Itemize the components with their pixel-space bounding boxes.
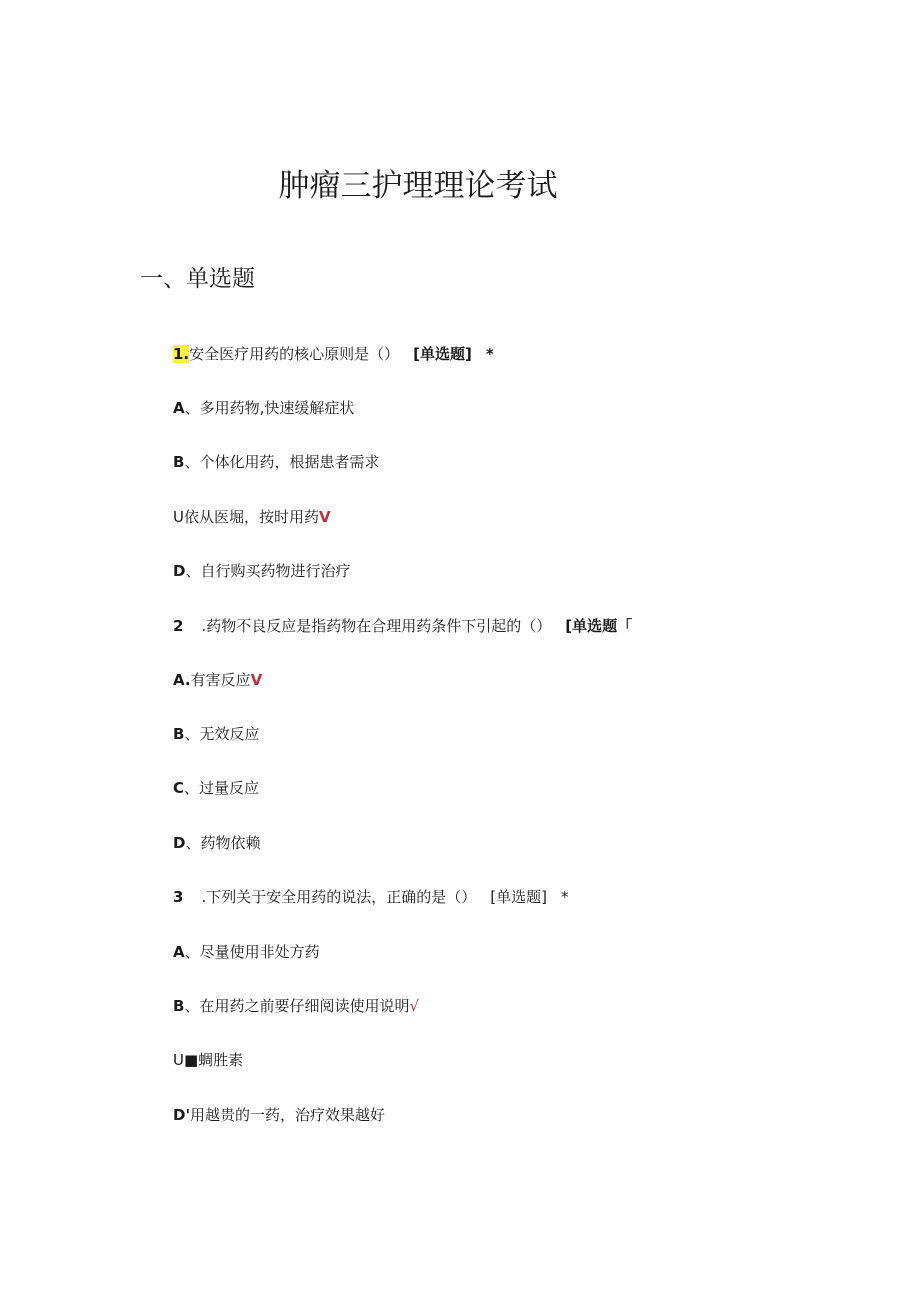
q3-option-d-text: 用越贵的一药，治疗效果越好 (190, 1106, 386, 1124)
q2-option-d-prefix: D (173, 834, 186, 852)
q3-option-b (173, 995, 419, 1017)
q2-option-d-text: 、药物依赖 (185, 834, 261, 852)
q1-option-b (173, 451, 379, 473)
question-1-required: * (485, 345, 494, 363)
question-1-number: 1. (173, 345, 190, 363)
question-2-number: 2 (173, 617, 184, 635)
q3-option-a (173, 941, 320, 963)
q1-option-c (173, 506, 331, 528)
q1-option-c-text: U依从医堀，按时用药 (173, 508, 319, 526)
q3-option-b-text: 、在用药之前要仔细阅读使用说明 (184, 997, 410, 1015)
q3-option-d-prefix: D' (173, 1106, 191, 1124)
q2-option-c (173, 777, 259, 799)
q2-option-b (173, 723, 259, 745)
q2-correct-mark: V (250, 671, 263, 689)
q3-option-c-text: U■蜩胜素 (173, 1051, 244, 1069)
question-3-text: .下列关于安全用药的说法，正确的是（） (201, 888, 477, 906)
q2-option-c-prefix: C (173, 779, 185, 797)
q1-option-a (173, 397, 354, 419)
q1-option-d-text: 、自行购买药物进行治疗 (185, 562, 351, 580)
q2-option-b-text: 、无效反应 (184, 725, 260, 743)
q2-option-d (173, 832, 260, 854)
q1-option-d (173, 560, 350, 582)
q2-option-c-text: 、过量反应 (184, 779, 260, 797)
q2-option-a-text: 有害反应 (190, 671, 251, 689)
q2-option-b-prefix: B (173, 725, 185, 743)
question-3-number: 3 (173, 888, 184, 906)
question-2-tag: [单选题「 (565, 617, 633, 635)
q3-correct-mark: √ (409, 997, 420, 1015)
q3-option-a-text: 、尽量使用非处方药 (184, 943, 320, 961)
q1-option-a-text: 、多用药物,快速缓解症状 (184, 399, 355, 417)
question-3-required: * (560, 888, 569, 906)
question-1-tag: [单选题] (413, 345, 472, 363)
q2-option-a (173, 669, 262, 691)
section-heading: 一、单选题 (140, 266, 255, 292)
question-1-text: 安全医疗用药的核心原则是（） (189, 345, 400, 363)
q3-option-d (173, 1104, 385, 1126)
question-2-text: .药物不良反应是指药物在合理用药条件下引起的（） (201, 617, 552, 635)
q1-correct-mark: V (318, 508, 331, 526)
question-3 (173, 886, 568, 908)
q1-option-b-text: 、个体化用药，根据患者需求 (184, 453, 380, 471)
q1-option-b-prefix: B (173, 453, 185, 471)
q3-option-b-prefix: B (173, 997, 185, 1015)
q1-option-a-prefix: A (173, 399, 185, 417)
q3-option-c (173, 1049, 243, 1071)
q2-option-a-prefix: A. (173, 671, 191, 689)
document-title: 肿瘤三护理理论考试 (278, 168, 558, 204)
question-1 (173, 343, 494, 365)
question-3-tag: [单选题] (490, 888, 547, 906)
q3-option-a-prefix: A (173, 943, 185, 961)
question-2 (173, 615, 632, 637)
q1-option-d-prefix: D (173, 562, 186, 580)
